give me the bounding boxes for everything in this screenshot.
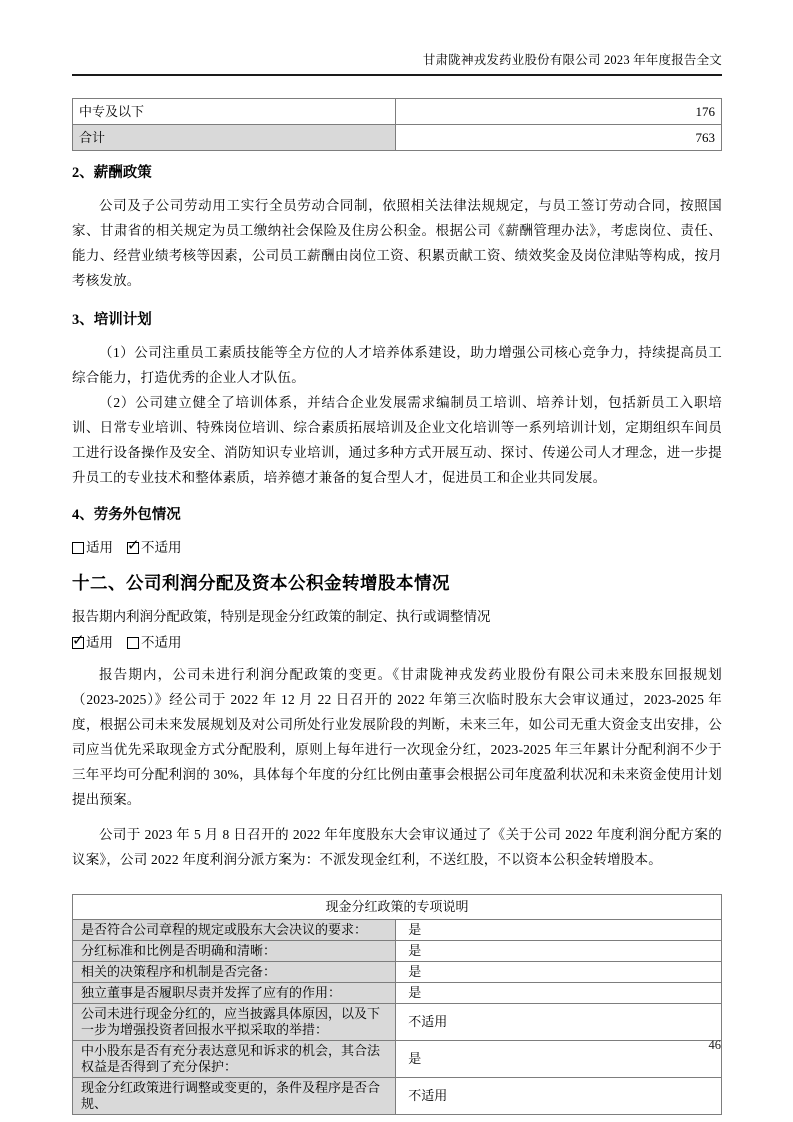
table-row: [73, 99, 722, 125]
salary-policy-paragraph: 公司及子公司劳动用工实行全员劳动合同制，依照相关法律法规规定，与员工签订劳动合同，按照国家、甘肃省的相关规定为员工缴纳社会保险及住房公积金。根据公司《薪酬管理办法》，考虑岗位、责任、能力、经营业绩考核等因素，公司员工薪酬由岗位工资、积累贡献工资、绩效奖金及岗位津贴等构成，按月考核发放。: [72, 198, 722, 288]
answer-cell: 是: [396, 962, 722, 983]
table-row: [73, 983, 722, 1004]
page-header-title: 甘肃陇神戎发药业股份有限公司 2023 年年度报告全文: [72, 0, 722, 76]
answer-cell: 不适用: [396, 1004, 722, 1041]
answer-cell: 不适用: [396, 1078, 722, 1115]
question-cell: 相关的决策程序和机制是否完备：: [73, 962, 396, 983]
not-applicable-option: [127, 634, 182, 652]
table-row: [73, 1078, 722, 1115]
page-number: 46: [708, 1038, 721, 1052]
answer-cell: 是: [396, 920, 722, 941]
question-cell: 中小股东是否有充分表达意见和诉求的机会，其合法权益是否得到了充分保护：: [73, 1041, 396, 1078]
question-cell: 公司未进行现金分红的，应当披露具体原因，以及下一步为增强投资者回报水平拟采取的举措：: [73, 1004, 396, 1041]
answer-cell: 是: [396, 1041, 722, 1078]
not-applicable-option: [127, 539, 182, 557]
education-value-cell: 176: [396, 99, 722, 125]
applicable-label: 适用: [86, 540, 113, 555]
table-row: [73, 920, 722, 941]
profit-applicability-row: [72, 634, 722, 652]
table-row: [73, 1041, 722, 1078]
training-plan-heading: 3、培训计划: [72, 312, 152, 328]
checkbox-checked-icon: [127, 542, 139, 554]
profit-intro-line: 报告期内利润分配政策，特别是现金分红政策的制定、执行或调整情况: [72, 609, 491, 624]
not-applicable-label: 不适用: [141, 635, 182, 650]
profit-paragraph-2: 公司于 2023 年 5 月 8 日召开的 2022 年年度股东大会审议通过了《关于公司 2022 年度利润分配方案的议案》，公司 2022 年度利润分派方案为：不派发现金红利，不送红股，不以资本公积金转增股本。: [72, 827, 722, 867]
answer-cell: 是: [396, 983, 722, 1004]
applicable-option: [72, 539, 113, 557]
answer-cell: 是: [396, 941, 722, 962]
education-label-cell: 合计: [73, 125, 396, 151]
profit-paragraph-1: 报告期内，公司未进行利润分配政策的变更。《甘肃陇神戎发药业股份有限公司未来股东回报规划（2023-2025）》经公司于 2022 年 12 月 22 日召开的 2022 年第三次临时股东大会审议通过，2023-2025 年度，根据公司未来发展规划及对公司所处行业发展阶段的判断，未来三年，如公司无重大资金支出安排，公司应当优先采取现金方式分配股利，原则上每年进行一次现金分红，2023-2025 年三年累计分配利润不少于三年平均可分配利润的 30%，具体每个年度的分红比例由董事会根据公司年度盈利状况和未来资金使用计划提出预案。: [72, 667, 722, 807]
table-row: [73, 1004, 722, 1041]
table-title: 现金分红政策的专项说明: [73, 895, 722, 920]
applicable-option: [72, 634, 113, 652]
salary-policy-heading: 2、薪酬政策: [72, 165, 152, 181]
not-applicable-label: 不适用: [141, 540, 182, 555]
profit-distribution-heading: 十二、公司利润分配及资本公积金转增股本情况: [72, 573, 450, 593]
checkbox-unchecked-icon: [72, 542, 84, 554]
education-count-table: [72, 98, 722, 151]
training-paragraph-2: （2）公司建立健全了培训体系，并结合企业发展需求编制员工培训、培养计划，包括新员工入职培训、日常专业培训、特殊岗位培训、综合素质拓展培训及企业文化培训等一系列培训计划，定期组织车间员工进行设备操作及安全、消防知识专业培训，通过多种方式开展互动、探讨、传递公司人才理念，进一步提升员工的专业技术和整体素质，培养德才兼备的复合型人才，促进员工和企业共同发展。: [72, 395, 722, 485]
checkbox-unchecked-icon: [127, 637, 139, 649]
outsourcing-applicability-row: [72, 539, 722, 557]
table-title-row: [73, 895, 722, 920]
cash-dividend-policy-table: [72, 894, 722, 1115]
checkbox-checked-icon: [72, 637, 84, 649]
question-cell: 是否符合公司章程的规定或股东大会决议的要求：: [73, 920, 396, 941]
education-value-cell: 763: [396, 125, 722, 151]
question-cell: 分红标准和比例是否明确和清晰：: [73, 941, 396, 962]
question-cell: 现金分红政策进行调整或变更的，条件及程序是否合规、: [73, 1078, 396, 1115]
table-row: [73, 962, 722, 983]
training-paragraph-1: （1）公司注重员工素质技能等全方位的人才培养体系建设，助力增强公司核心竞争力，持续提高员工综合能力，打造优秀的企业人才队伍。: [72, 345, 722, 385]
education-label-cell: 中专及以下: [73, 99, 396, 125]
labor-outsourcing-heading: 4、劳务外包情况: [72, 507, 181, 523]
applicable-label: 适用: [86, 635, 113, 650]
table-row: [73, 125, 722, 151]
question-cell: 独立董事是否履职尽责并发挥了应有的作用：: [73, 983, 396, 1004]
table-row: [73, 941, 722, 962]
